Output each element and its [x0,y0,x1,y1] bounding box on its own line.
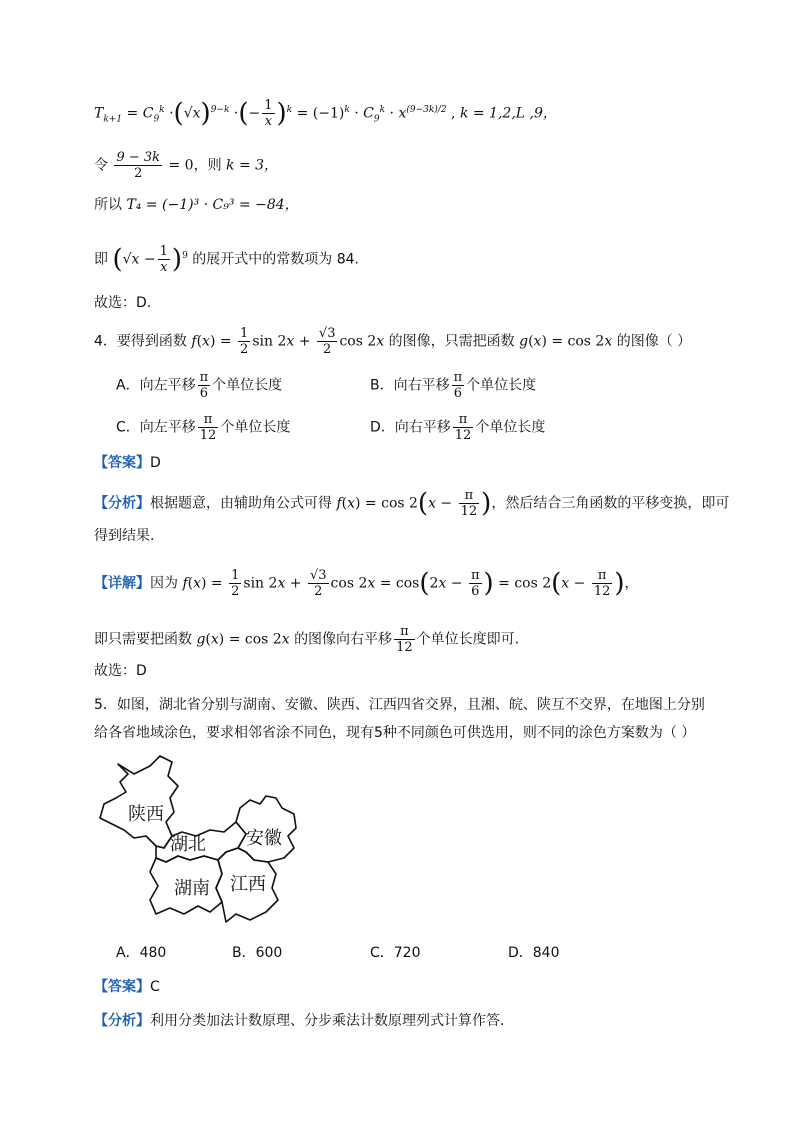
prev-answer: 故选：D. [94,295,152,311]
t4-value: 所以 T₄ = (−1)³ · C₉³ = −84， [94,197,299,213]
q4-option-d[interactable]: D．向右平移 $\frac{\pi}{12}$ 个单位长度 [370,412,546,443]
q5-stem-line2: 给各省地域涂色，要求相邻省涂不同色，现有5种不同颜色可供选用，则不同的涂色方案数为（ ） [94,725,696,741]
q4-stem: 4．要得到函数 f(x) = $\frac{1}{2}$ sin 2x + $\frac{√3}{2}$ cos 2x 的图像，只需把函数 g(x) = cos 2x 的图像（ ） [94,326,692,357]
map-label-jiangxi: 江西 [230,874,266,895]
q4-option-a[interactable]: A．向左平移 $\frac{\pi}{6}$ 个单位长度 [116,370,283,401]
map-label-hunan: 湖南 [174,878,210,899]
province-map [90,752,310,932]
q4-detail: 【详解】因为 f(x) = $\frac{1}{2}$ sin 2x + $\frac{√3}{2}$ cos 2x = cos(2x − $\frac{\pi}{6}$ ) = cos 2(x − $\frac{\pi}{12}$ )， [94,568,639,599]
constant-term-statement: 即 (√x − $\frac{1}{x}$ )$^9$ 的展开式中的常数项为 84. [94,244,359,275]
q5-analysis: 【分析】利用分类加法计数原理、分步乘法计数原理列式计算作答. [94,1013,505,1029]
q4-option-c[interactable]: C．向左平移 $\frac{\pi}{12}$ 个单位长度 [116,412,291,443]
q4-choose: 故选：D [94,663,147,679]
map-label-shaanxi: 陕西 [128,804,164,825]
set-exponent-zero: 令 $\frac{9 - 3k}{2}$ = 0，则 k = 3， [94,150,279,181]
q4-option-b[interactable]: B．向右平移 $\frac{\pi}{6}$ 个单位长度 [370,370,537,401]
q5-stem-line1: 5．如图，湖北省分别与湖南、安徽、陕西、江西四省交界，且湘、皖、陕互不交界，在地图上分别 [94,697,705,713]
q5-option-b[interactable]: B．600 [232,945,283,961]
q5-option-a[interactable]: A．480 [116,945,167,961]
k-range: k = 1,2,L ,9， [459,105,557,122]
q5-answer: 【答案】C [94,979,160,995]
map-label-anhui: 安徽 [246,828,282,849]
q5-option-d[interactable]: D．840 [508,945,560,961]
q4-answer: 【答案】D [94,455,161,471]
q5-option-c[interactable]: C．720 [370,945,421,961]
q4-analysis-cont: 得到结果. [94,528,155,544]
q4-detail-cont: 即只需要把函数 g(x) = cos 2x 的图像向右平移 $\frac{\pi}{12}$ 个单位长度即可. [94,624,520,655]
map-label-hubei: 湖北 [170,834,206,855]
q4-analysis: 【分析】根据题意，由辅助角公式可得 f(x) = cos 2(x − $\frac{\pi}{12}$ )，然后结合三角函数的平移变换，即可 [94,488,730,519]
general-term-formula: $T_{k+1} = C_9^k \cdot(√x)^{9-k}$ ·(− $\frac{1}{x}$ )$^k = (-1)^k \cdot C_9^k \cdot x^{(9-3k)/2}$ , k = 1,2,L ,9， [94,98,557,129]
map-region-shaanxi [100,756,178,848]
